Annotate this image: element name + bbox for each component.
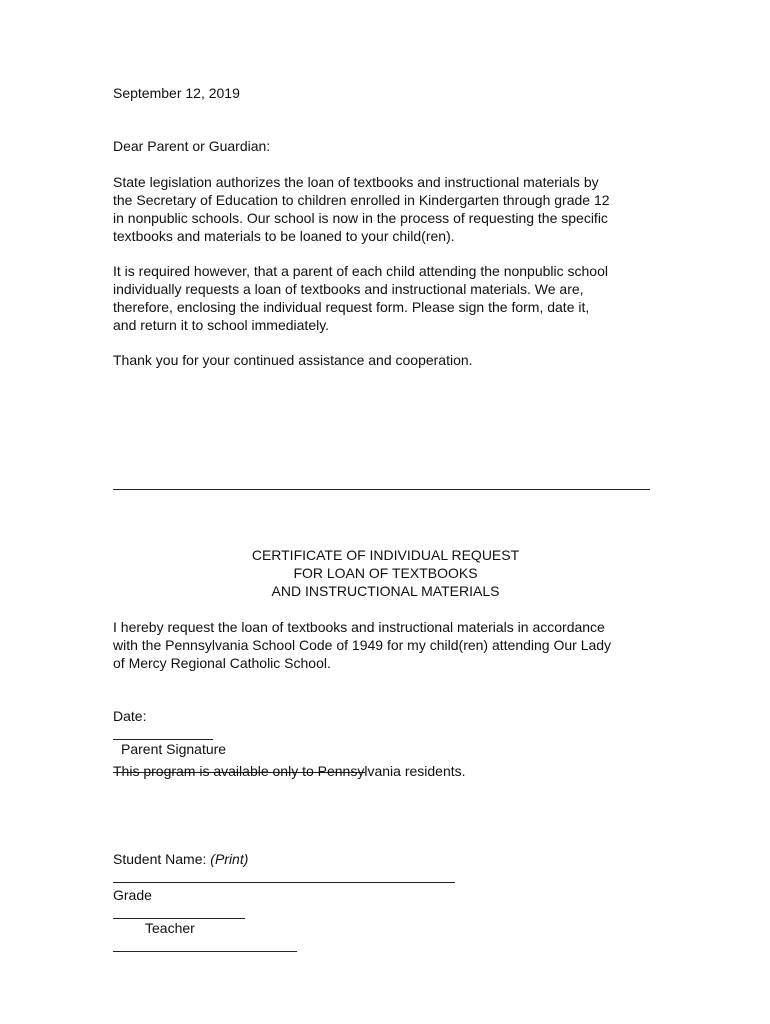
paragraph-requirement <box>113 262 673 334</box>
grade-label: Grade <box>113 887 152 903</box>
date-label: Date: <box>113 708 147 724</box>
paragraph-line: State legislation authorizes the loan of textbooks and instructional materials by <box>113 174 599 190</box>
section-divider <box>113 489 650 490</box>
request-line: with the Pennsylvania School Code of 1949 for my child(ren) attending Our Lady <box>113 637 612 653</box>
date-field[interactable] <box>113 725 213 740</box>
signature-label: Parent Signature <box>121 741 227 757</box>
paragraph-legislation <box>113 173 673 245</box>
salutation: Dear Parent or Guardian: <box>113 138 271 154</box>
paragraph-line: It is required however, that a parent of each child attending the nonpublic school <box>113 263 608 279</box>
certificate-title-line: CERTIFICATE OF INDIVIDUAL REQUEST <box>251 547 520 563</box>
residency-note: This program is available only to Pennsylvania residents. <box>113 763 466 779</box>
paragraph-line: individually requests a loan of textbooks and instructional materials. We are, <box>113 281 584 297</box>
request-line: of Mercy Regional Catholic School. <box>113 655 331 671</box>
paragraph-line: the Secretary of Education to children enrolled in Kindergarten through grade 12 <box>113 192 610 208</box>
student-name-hint: (Print) <box>210 851 249 867</box>
student-name-field[interactable] <box>113 868 455 883</box>
certificate-title-line: AND INSTRUCTIONAL MATERIALS <box>271 583 500 599</box>
certificate-title-line: FOR LOAN OF TEXTBOOKS <box>293 565 478 581</box>
grade-teacher-row <box>113 886 673 952</box>
student-name-row <box>113 850 673 883</box>
teacher-field[interactable] <box>113 937 297 952</box>
closing-thanks: Thank you for your continued assistance and cooperation. <box>113 352 473 368</box>
paragraph-line: therefore, enclosing the individual request form. Please sign the form, date it, <box>113 299 590 315</box>
grade-field[interactable] <box>113 904 245 919</box>
request-line: I hereby request the loan of textbooks and instructional materials in accordance <box>113 619 605 635</box>
paragraph-line: in nonpublic schools. Our school is now in the process of requesting the specific <box>113 210 608 226</box>
paragraph-line: textbooks and materials to be loaned to your child(ren). <box>113 228 455 244</box>
certificate-title <box>113 546 658 600</box>
student-name-label: Student Name: <box>113 851 207 867</box>
letter-date: September 12, 2019 <box>113 85 240 101</box>
paragraph-line: and return it to school immediately. <box>113 317 330 333</box>
certificate-request-text <box>113 618 673 672</box>
teacher-label: Teacher <box>145 920 195 936</box>
